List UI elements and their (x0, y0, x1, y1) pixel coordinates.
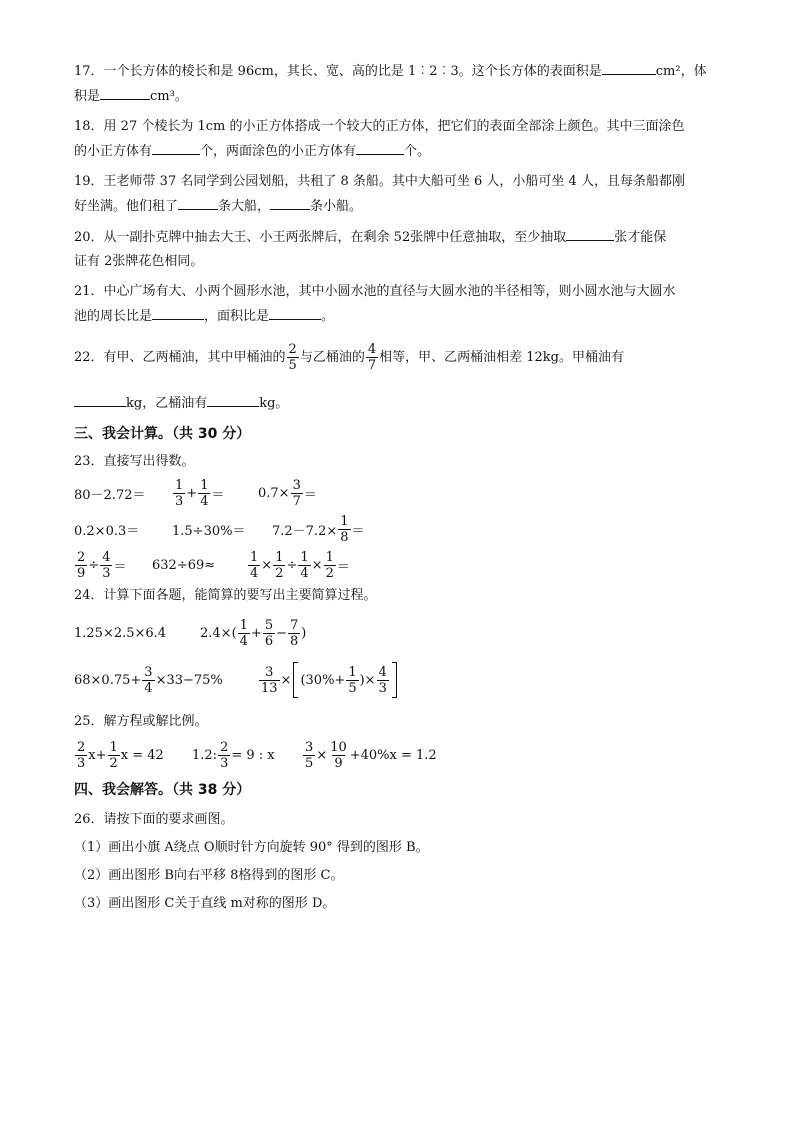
exercise-row: 68×0.75+ $\frac{3}{4}$ ×33−75% $\frac{3}{13}$ × (30%+ $\frac{1}{5}$ )× $\frac{4}{3}$ (74, 655, 734, 705)
fraction: $\frac{4}{7}$ (367, 342, 377, 373)
answer-blank[interactable] (100, 85, 150, 100)
question-21: 21．中心广场有大、小两个圆形水池，其中小圆水池的直径与大圆水池的半径相等，则小圆水池与大圆水 (74, 284, 676, 299)
question-20: 20．从一副扑克牌中抽去大王、小王两张牌后，在剩余 52张牌中任意抽取，至少抽取 张才能保 (74, 226, 734, 249)
question-22: 22．有甲、乙两桶油，其中甲桶油的 $\frac{2}{5}$ 与乙桶油的 $\frac{4}{7}$ 相等，甲、乙两桶油相差 12kg。甲桶油有 (74, 342, 624, 373)
answer-blank[interactable] (74, 392, 126, 407)
question-26-step-1: （1）画出小旗 A绕点 O顺时针方向旋转 90° 得到的图形 B。 (74, 840, 429, 855)
fraction: $\frac{2}{5}$ (288, 342, 297, 373)
question-19: 19．王老师带 37 名同学到公园划船，共租了 8 条船。其中大船可坐 6 人，小船可坐 4 人，且每条船都刚 (74, 174, 685, 189)
answer-blank[interactable] (152, 305, 204, 320)
question-20-cont: 证有 2张牌花色相同。 (74, 254, 204, 269)
answer-blank[interactable] (602, 60, 656, 75)
section-4-heading: 四、我会解答。（共 38 分） (74, 782, 251, 798)
question-25-exercises (74, 735, 734, 775)
answer-blank[interactable] (207, 392, 259, 407)
answer-blank[interactable] (269, 305, 321, 320)
worksheet-page (74, 60, 734, 911)
answer-blank[interactable] (270, 195, 310, 210)
exercise-row: 1.25×2.5×6.4 2.4×( $\frac{1}{4}$ + $\frac{5}{6}$ − $\frac{7}{8}$ ) (74, 617, 307, 649)
question-26-step-3: （3）画出图形 C关于直线 m对称的图形 D。 (74, 896, 336, 911)
question-24-exercises (74, 611, 734, 705)
question-22-cont: kg，乙桶油有 kg。 (74, 392, 734, 415)
question-17: 17．一个长方体的棱长和是 96cm，其长、宽、高的比是 1︰2︰3。这个长方体的表面积是 cm²，体 (74, 60, 734, 83)
question-23-title: 23．直接写出得数。 (74, 454, 195, 469)
exercise-row: $\frac{2}{9}$ ÷ $\frac{4}{3}$ ＝ 632÷69≈ $\frac{1}{4}$ × $\frac{1}{2}$ ÷ $\frac{1}{4}$ × $\frac{1}{2}$ ＝ (77, 549, 350, 581)
question-24-title: 24．计算下面各题，能简算的要写出主要简算过程。 (74, 588, 377, 603)
answer-blank[interactable] (566, 226, 614, 241)
exercise-row: 80－2.72＝ $\frac{1}{3}$ + $\frac{1}{4}$ ＝ 0.7× $\frac{3}{7}$ ＝ (74, 477, 317, 509)
question-18: 18．用 27 个棱长为 1cm 的小正方体搭成一个较大的正方体，把它们的表面全部涂上颜色。其中三面涂色 (74, 119, 685, 134)
question-23-exercises (74, 475, 734, 583)
question-19-cont: 好坐满。他们租了 条大船， 条小船。 (74, 195, 734, 218)
question-17-cont: 积是 cm³。 (74, 85, 734, 108)
question-18-cont: 的小正方体有 个，两面涂色的小正方体有 个。 (74, 140, 734, 163)
question-25-title: 25．解方程或解比例。 (74, 714, 208, 729)
exercise-row: 0.2×0.3＝ 1.5÷30%＝ 7.2－7.2× $\frac{1}{8}$ ＝ (74, 513, 365, 545)
question-21-cont: 池的周长比是 ，面积比是 。 (74, 305, 734, 328)
answer-blank[interactable] (152, 140, 200, 155)
question-26-title: 26．请按下面的要求画图。 (74, 812, 234, 827)
question-26-step-2: （2）画出图形 B向右平移 8格得到的图形 C。 (74, 868, 344, 883)
answer-blank[interactable] (356, 140, 404, 155)
section-3-heading: 三、我会计算。（共 30 分） (74, 426, 251, 442)
answer-blank[interactable] (178, 195, 218, 210)
exercise-row: $\frac{2}{3}$ x+ $\frac{1}{2}$ x = 42 1.2: $\frac{2}{3}$ = 9 : x $\frac{3}{5}$ × $\frac{10}{9}$ +40%x = 1.2 (77, 739, 437, 771)
